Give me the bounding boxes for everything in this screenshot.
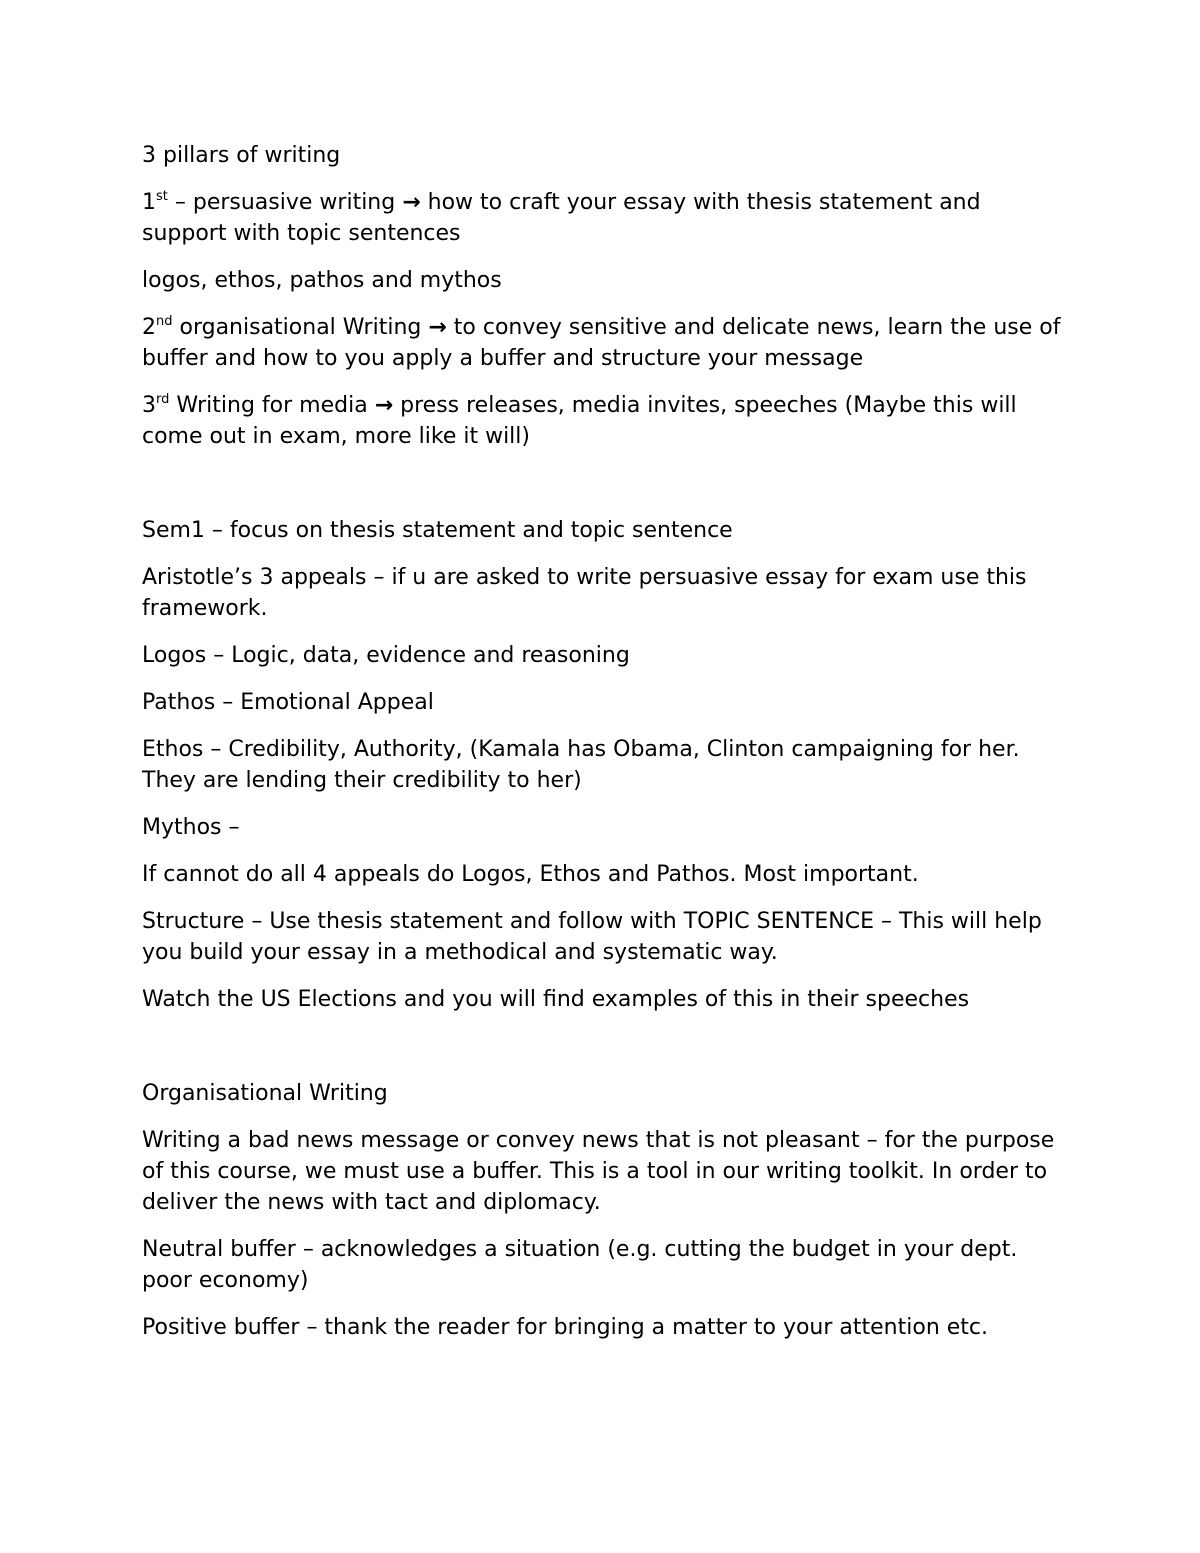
structure-note: Structure – Use thesis statement and follow with TOPIC SENTENCE – This will help you build your essay in a methodical and systematic way.	[142, 909, 1042, 965]
blank-line	[142, 1031, 1062, 1078]
pillar-2-ordinal: nd	[156, 314, 173, 329]
right-arrow-icon: →	[428, 315, 447, 340]
document-page	[142, 140, 1062, 1359]
ethos-definition: Ethos – Credibility, Authority, (Kamala has Obama, Clinton campaigning for her. They are lending their credibility to her)	[142, 737, 1020, 793]
right-arrow-icon: →	[374, 393, 394, 418]
neutral-buffer: Neutral buffer – acknowledges a situation (e.g. cutting the budget in your dept. poor economy)	[142, 1237, 1018, 1293]
pillar-3-ordinal: rd	[156, 392, 170, 407]
pillar-1-heading: – persuasive writing	[167, 190, 403, 215]
doc-title: 3 pillars of writing	[142, 143, 341, 168]
pillar-1-description: how to craft your essay with thesis statement and support with topic sentences	[142, 190, 981, 246]
pillar-1-number: 1	[142, 190, 156, 215]
aristotle-appeals: Aristotle’s 3 appeals – if u are asked to write persuasive essay for exam use this framework.	[142, 565, 1027, 621]
us-elections-note: Watch the US Elections and you will find examples of this in their speeches	[142, 987, 970, 1012]
pathos-definition: Pathos – Emotional Appeal	[142, 690, 434, 715]
pillar-2-description: to convey sensitive and delicate news, learn the use of buffer and how to you apply a buffer and structure your message	[142, 315, 1061, 371]
positive-buffer: Positive buffer – thank the reader for bringing a matter to your attention etc.	[142, 1315, 989, 1340]
pillar-3	[142, 390, 1062, 452]
mythos-definition: Mythos –	[142, 815, 240, 840]
blank-line	[142, 468, 1062, 515]
pillar-2-heading: organisational Writing	[172, 315, 429, 340]
appeals-priority-note: If cannot do all 4 appeals do Logos, Ethos and Pathos. Most important.	[142, 862, 919, 887]
org-writing-heading: Organisational Writing	[142, 1081, 388, 1106]
logos-definition: Logos – Logic, data, evidence and reasoning	[142, 643, 630, 668]
sem1-heading: Sem1 – focus on thesis statement and topic sentence	[142, 518, 733, 543]
pillar-3-description: press releases, media invites, speeches (Maybe this will come out in exam, more like it will)	[142, 393, 1017, 449]
pillar-1-ordinal: st	[156, 189, 168, 204]
pillar-3-number: 3	[142, 393, 156, 418]
pillar-1	[142, 187, 1062, 249]
appeals-line: logos, ethos, pathos and mythos	[142, 268, 502, 293]
right-arrow-icon: →	[402, 190, 421, 215]
pillar-3-heading: Writing for media	[169, 393, 375, 418]
bad-news-paragraph: Writing a bad news message or convey news that is not pleasant – for the purpose of this course, we must use a buffer. This is a tool in our writing toolkit. In order to deliver the news with tact and diplomacy.	[142, 1128, 1055, 1215]
pillar-2-number: 2	[142, 315, 156, 340]
pillar-2	[142, 312, 1062, 374]
